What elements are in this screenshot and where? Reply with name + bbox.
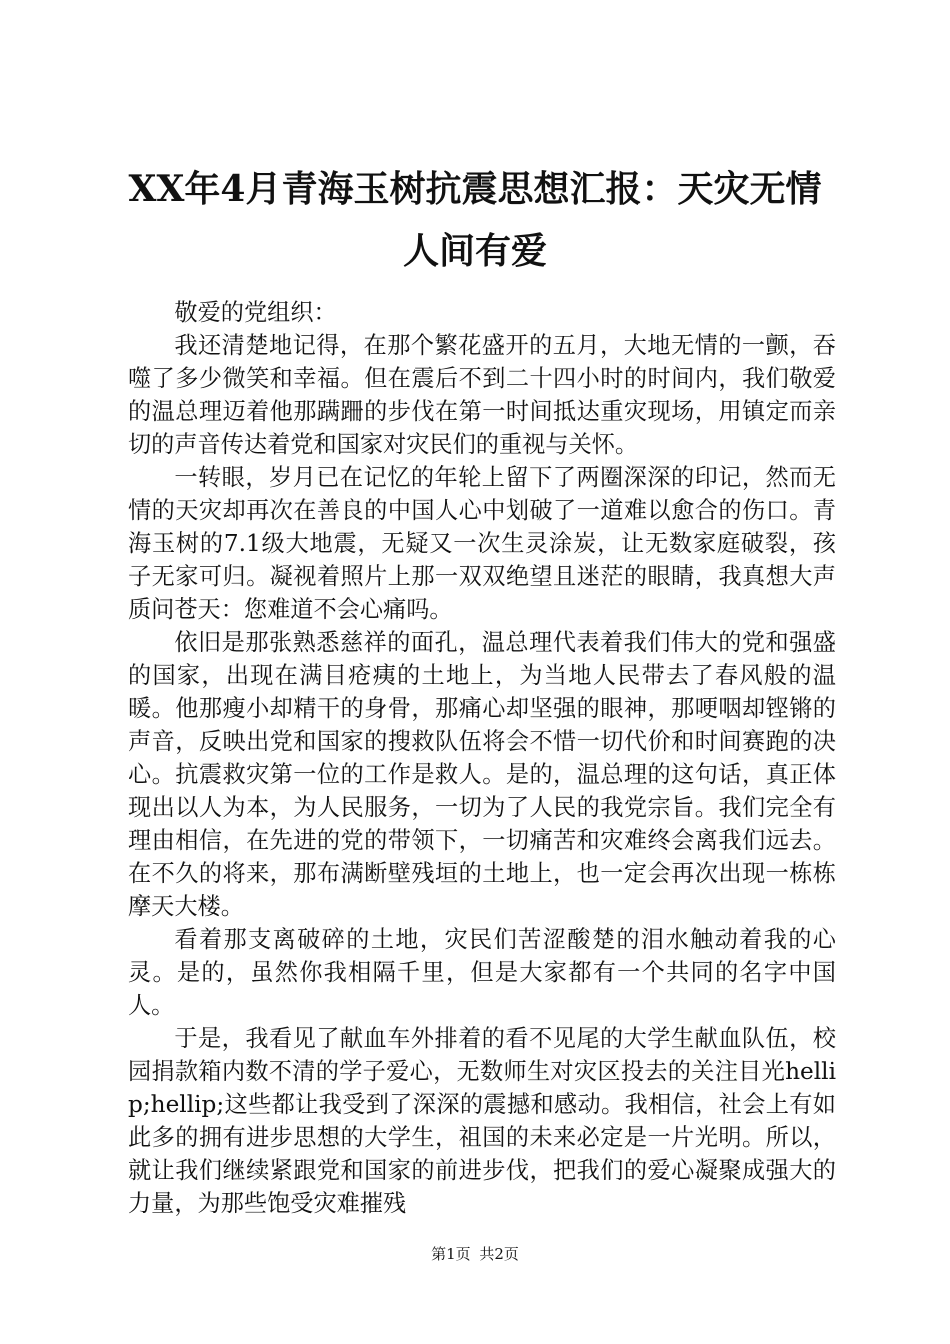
body-paragraph: 看着那支离破碎的土地，灾民们苦涩酸楚的泪水触动着我的心灵。是的，虽然你我相隔千里，但是大家都有一个共同的名字中国人。 — [128, 926, 836, 1019]
body-paragraph: 我还清楚地记得，在那个繁花盛开的五月，大地无情的一颤，吞噬了多少微笑和幸福。但在震后不到二十四小时的时间内，我们敬爱的温总理迈着他那蹒跚的步伐在第一时间抵达重灾现场，用镇定而亲切的声音传达着党和国家对灾民们的重视与关怀。 — [128, 332, 836, 458]
body-paragraph: 一转眼，岁月已在记忆的年轮上留下了两圈深深的印记，然而无情的天灾却再次在善良的中国人心中划破了一道难以愈合的伤口。青海玉树的7.1级大地震，无疑又一次生灵涂炭，让无数家庭破裂，孩子无家可归。凝视着照片上那一双双绝望且迷茫的眼睛，我真想大声质问苍天：您难道不会心痛吗。 — [128, 464, 836, 623]
page-footer — [0, 1244, 950, 1264]
document-title: XX年4月青海玉树抗震思想汇报：天灾无情人间有爱 — [128, 168, 822, 272]
page-total: 共2页 — [479, 1245, 519, 1263]
document-body — [128, 296, 836, 1220]
body-paragraph: 依旧是那张熟悉慈祥的面孔，温总理代表着我们伟大的党和强盛的国家，出现在满目疮痍的土地上，为当地人民带去了春风般的温暖。他那瘦小却精干的身骨，那痛心却坚强的眼神，那哽咽却铿锵的声音，反映出党和国家的搜救队伍将会不惜一切代价和时间赛跑的决心。抗震救灾第一位的工作是救人。是的，温总理的这句话，真正体现出以人为本，为人民服务，一切为了人民的我党宗旨。我们完全有理由相信，在先进的党的带领下，一切痛苦和灾难终会离我们远去。在不久的将来，那布满断壁残垣的土地上，也一定会再次出现一栋栋摩天大楼。 — [128, 629, 836, 920]
body-paragraph: 于是，我看见了献血车外排着的看不见尾的大学生献血队伍，校园捐款箱内数不清的学子爱心，无数师生对灾区投去的关注目光hellip;hellip;这些都让我受到了深深的震撼和感动。我相信，社会上有如此多的拥有进步思想的大学生，祖国的未来必定是一片光明。所以，就让我们继续紧跟党和国家的前进步伐，把我们的爱心凝聚成强大的力量，为那些饱受灾难摧残 — [128, 1025, 836, 1217]
salutation: 敬爱的党组织： — [174, 299, 337, 326]
page-number: 第1页 — [431, 1245, 471, 1263]
